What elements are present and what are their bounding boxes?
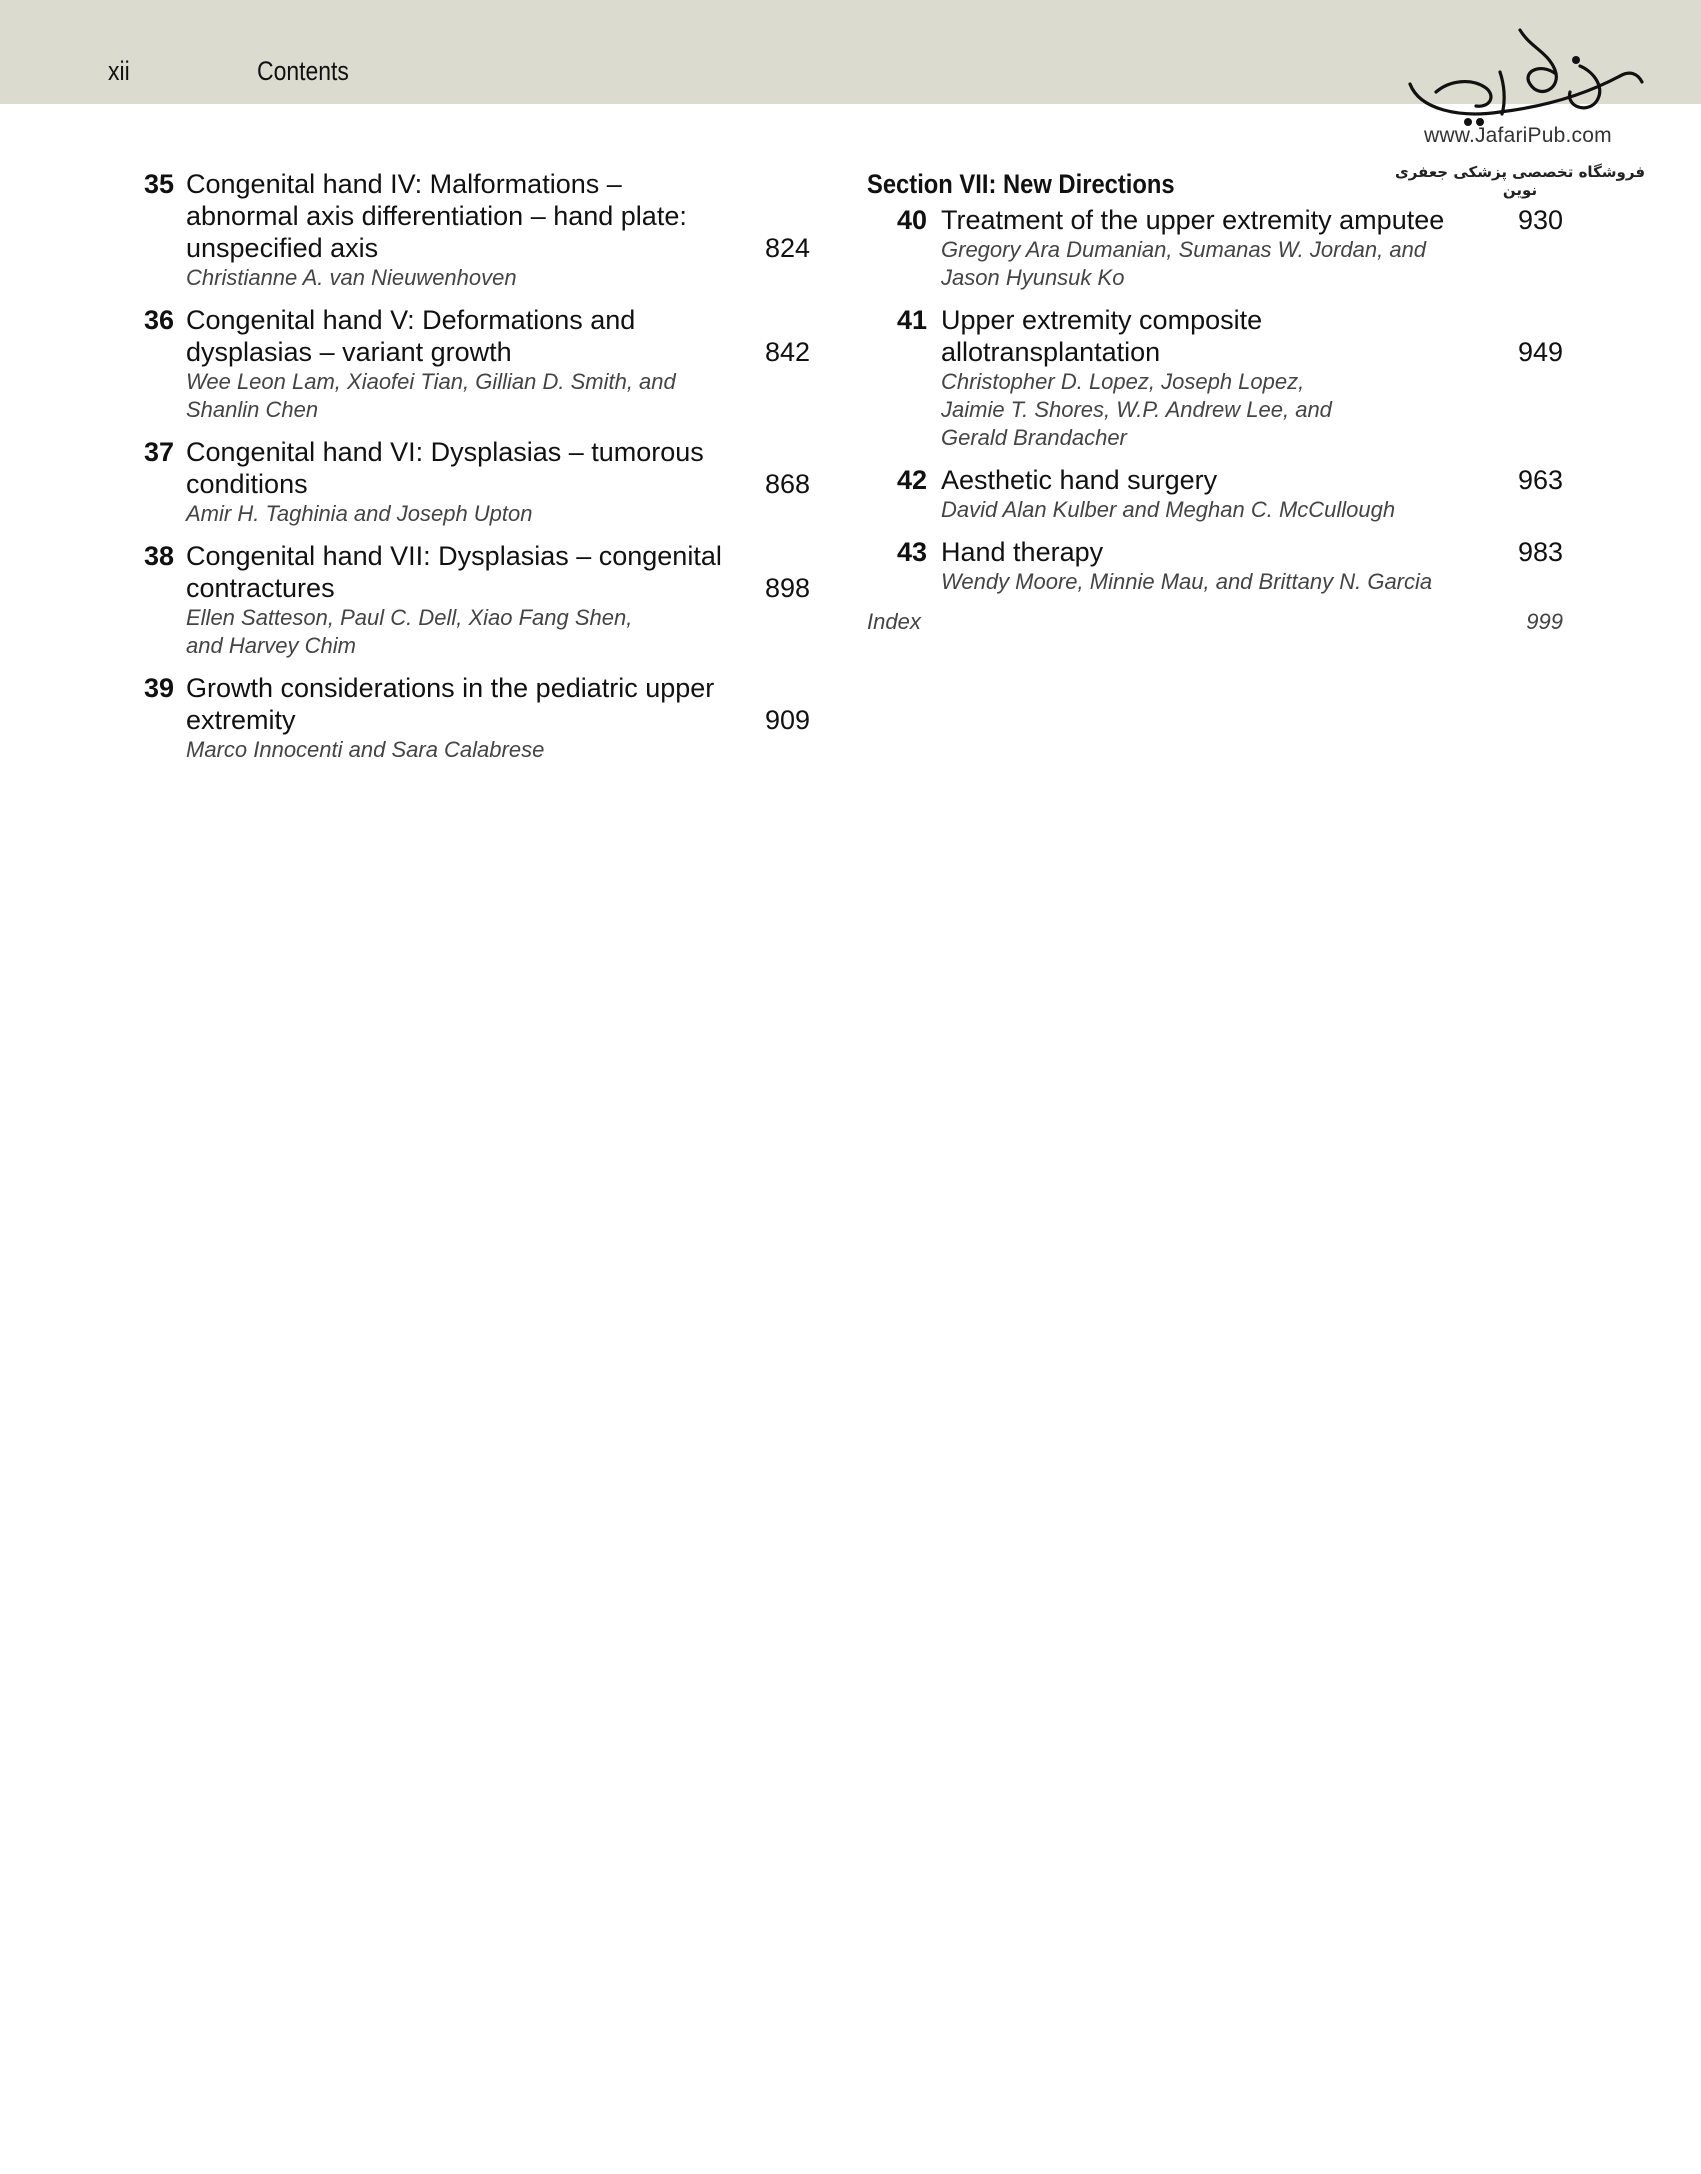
logo-url: www.JafariPub.com: [1424, 124, 1612, 147]
toc-entry-36[interactable]: [140, 304, 810, 424]
index-label: Index: [867, 609, 921, 634]
entry-body: [186, 436, 810, 528]
chapter-authors-line: Jason Hyunsuk Ko: [941, 265, 1125, 290]
chapter-page: 868: [764, 469, 810, 499]
chapter-number: 36: [143, 305, 174, 335]
chapter-number: 41: [896, 305, 927, 335]
toc-entry-38[interactable]: [140, 540, 810, 660]
running-head: Contents: [257, 56, 349, 86]
chapter-authors-line: Ellen Satteson, Paul C. Dell, Xiao Fang Shen,: [186, 605, 633, 630]
section-heading: Section VII: New Directions: [867, 169, 1175, 199]
entry-body: [941, 536, 1567, 596]
chapter-page: 949: [1517, 337, 1563, 367]
entry-body: [186, 672, 810, 764]
entry-body: [186, 304, 810, 424]
chapter-page: 963: [1517, 465, 1563, 495]
chapter-title-line: abnormal axis differentiation – hand plate:: [186, 201, 687, 231]
entry-body: [186, 540, 810, 660]
toc-entry-41[interactable]: [867, 304, 1567, 452]
chapter-title-line: Congenital hand V: Deformations and: [186, 305, 636, 335]
chapter-title-line: Congenital hand VI: Dysplasias – tumorous: [186, 437, 704, 467]
page-number: xii: [108, 56, 130, 86]
chapter-authors-line: Jaimie T. Shores, W.P. Andrew Lee, and: [941, 397, 1332, 422]
right-column: [867, 168, 1567, 636]
chapter-title-line: Upper extremity composite: [941, 305, 1263, 335]
chapter-title-line: contractures: [186, 573, 335, 603]
entry-body: [941, 464, 1567, 524]
chapter-title-line: Congenital hand VII: Dysplasias – congenital: [186, 541, 722, 571]
toc-entry-42[interactable]: [867, 464, 1567, 524]
chapter-page: 930: [1517, 205, 1563, 235]
chapter-authors-line: Gerald Brandacher: [941, 425, 1127, 450]
chapter-page: 842: [764, 337, 810, 367]
toc-entry-40[interactable]: [867, 204, 1567, 292]
chapter-title-line: extremity: [186, 705, 296, 735]
toc-entry-39[interactable]: [140, 672, 810, 764]
entry-body: [186, 168, 810, 292]
left-column: [140, 168, 810, 776]
chapter-title-line: allotransplantation: [941, 337, 1161, 367]
chapter-number: 43: [896, 537, 927, 567]
chapter-title-line: Growth considerations in the pediatric upper: [186, 673, 715, 703]
chapter-page: 898: [764, 573, 810, 603]
chapter-number: 42: [896, 465, 927, 495]
toc-entry-37[interactable]: [140, 436, 810, 528]
chapter-title-line: Hand therapy: [941, 537, 1104, 567]
chapter-title-line: Treatment of the upper extremity amputee: [941, 205, 1445, 235]
chapter-title-line: Congenital hand IV: Malformations –: [186, 169, 622, 199]
logo-tagline: فروشگاه تخصصی پزشکی جعفری نوین: [1394, 163, 1646, 199]
chapter-title-line: dysplasias – variant growth: [186, 337, 512, 367]
chapter-authors-line: Shanlin Chen: [186, 397, 319, 422]
index-entry[interactable]: [867, 608, 1567, 636]
chapter-authors-line: David Alan Kulber and Meghan C. McCullough: [941, 497, 1396, 522]
chapter-title-line: conditions: [186, 469, 308, 499]
chapter-number: 40: [896, 205, 927, 235]
chapter-authors-line: Marco Innocenti and Sara Calabrese: [186, 737, 545, 762]
chapter-number: 35: [143, 169, 174, 199]
chapter-authors-line: Gregory Ara Dumanian, Sumanas W. Jordan, and: [941, 237, 1427, 262]
chapter-page: 824: [764, 233, 810, 263]
chapter-page: 909: [764, 705, 810, 735]
chapter-authors-line: Christopher D. Lopez, Joseph Lopez,: [941, 369, 1305, 394]
entry-body: [941, 304, 1567, 452]
chapter-authors-line: Christianne A. van Nieuwenhoven: [186, 265, 517, 290]
chapter-authors-line: Wee Leon Lam, Xiaofei Tian, Gillian D. Smith, and: [186, 369, 676, 394]
index-page: 999: [1526, 609, 1563, 634]
toc-entry-35[interactable]: [140, 168, 810, 292]
chapter-title-line: Aesthetic hand surgery: [941, 465, 1218, 495]
entry-body: [941, 204, 1567, 292]
chapter-number: 39: [143, 673, 174, 703]
chapter-title-line: unspecified axis: [186, 233, 379, 263]
chapter-authors-line: and Harvey Chim: [186, 633, 356, 658]
toc-entry-43[interactable]: [867, 536, 1567, 596]
chapter-number: 38: [143, 541, 174, 571]
chapter-number: 37: [143, 437, 174, 467]
chapter-page: 983: [1517, 537, 1563, 567]
chapter-authors-line: Amir H. Taghinia and Joseph Upton: [186, 501, 533, 526]
chapter-authors-line: Wendy Moore, Minnie Mau, and Brittany N. Garcia: [941, 569, 1433, 594]
